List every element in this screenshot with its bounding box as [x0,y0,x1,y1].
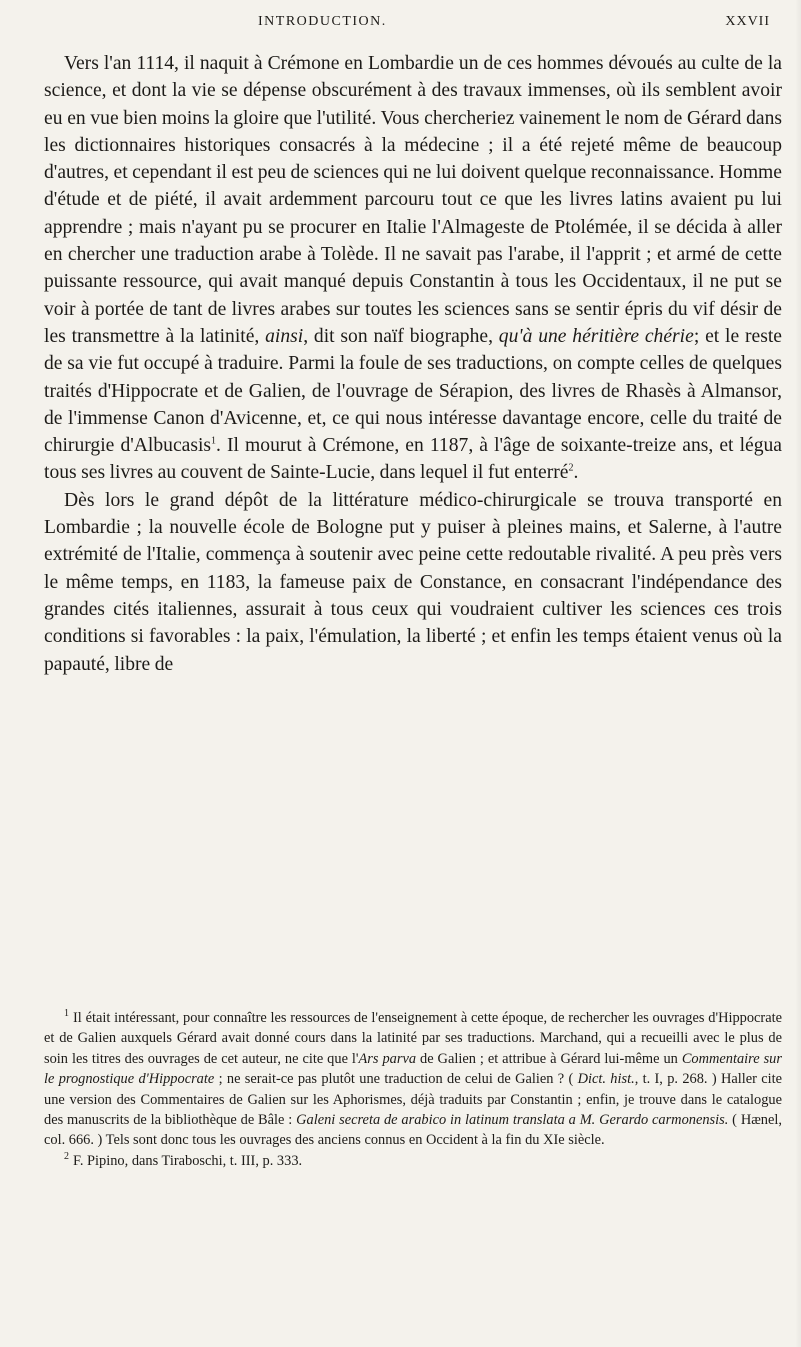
paragraph-2: Dès lors le grand dépôt de la littérature médico-chirurgicale se trouva transporté en Lombardie ; la nouvelle école de Bologne put y puiser à pleines mains, et Salerne, à l'autre extrémité de l'Italie, commença à soutenir avec peine cette redoutable rivalité. A peu près vers le même temps, en 1183, la fameuse paix de Constance, en consacrant l'indépendance des grandes cités italiennes, assurait à tous ceux qui voudraient cultiver les sciences ces trois conditions si favorables : la paix, l'émulation, la liberté ; et enfin les temps étaient venus où la papauté, libre de [44,489,782,675]
footnote-1-mark: 1 [64,1008,69,1020]
footnote-ref-2: 2 [568,462,574,474]
page-number: XXVII [725,14,770,29]
p1-text-1: Vers l'an 1114, il naquit à Crémone en Lombardie un de ces hommes dévoués au culte de la science, et dont la vie se dépense obscurément à des travaux immenses, où ils semblent avoir eu en vue bien moins la gloire que l'utilité. Vous chercheriez vainement le nom de Gérard dans les dictionnaires historiques consacrés à la médecine ; il a été rejeté même de beaucoup d'autres, et cependant il est peu de sciences qui ne lui doivent quelque reconnaissance. Homme d'étude et de piété, il avait ardemment parcouru tout ce que les livres latins avaient pu lui apprendre ; mais n'ayant pu se procurer en Italie l'Almageste de Ptolémée, il se décida à aller en chercher une traduction arabe à Tolède. Il ne savait pas l'arabe, il l'apprit ; et armé de cette puissante ressource, qui avait manqué depuis Constantin à tous les Occidentaux, il ne put se voir à portée de tant de livres arabes sur toutes les sciences sans se sentir épris du vif désir de les transmettre à la latinité, [44,53,782,347]
running-head [150,14,770,34]
main-text [44,50,782,678]
fn1-text-3: ; ne serait-ce pas plutôt une traduction de celui de Galien ? ( [214,1071,578,1088]
footnotes [44,1008,782,1171]
footnote-1 [44,1008,782,1151]
fn1-text-5: ( Hænel, col. 666. ) Tels sont donc tous les ouvrages des anciens connus en Occident à la fin du XIe siècle. [44,1112,782,1149]
fn2-text: F. Pipino, dans Tiraboschi, t. III, p. 333. [73,1152,303,1169]
running-title: INTRODUCTION. [258,14,387,29]
p1-text-3: ; et le reste de sa vie fut occupé à traduire. Parmi la foule de ses traductions, on compte celles de quelques traités d'Hippocrate et de Galien, de l'ouvrage de Sérapion, des livres de Rhasès à Almansor, de l'immense Canon d'Avicenne, et, ce qui nous intéresse davantage encore, celle du traité de chirurgie d'Albucasis [44,325,782,457]
fn1-italic-dict-hist: Dict. hist. [577,1071,635,1088]
p1-italic-ainsi: ainsi [265,325,304,347]
footnote-2 [44,1151,782,1171]
fn1-text-4: , t. I, p. 268. ) Haller cite une version des Commentaires de Galien sur les Aphorismes, déjà traduits par Constantin ; enfin, je trouve dans le catalogue des manuscrits de la bibliothèque de Bâle : [44,1071,782,1129]
fn1-italic-commentaire: Commentaire sur le prognostique d'Hippocrate [44,1050,782,1088]
p1-text-2: , dit son naïf biographe, [303,325,499,347]
fn1-italic-ars-parva: Ars parva [358,1050,417,1067]
p1-text-4: . Il mourut à Crémone, en 1187, à l'âge de soixante-treize ans, et légua tous ses livres au couvent de Sainte-Lucie, dans lequel il fut enterré [44,435,783,484]
paragraph-1 [44,50,782,487]
p1-italic-heritiere: qu'à une héritière chérie [498,325,694,347]
fn1-text-2: de Galien ; et attribue à Gérard lui-même un [416,1050,682,1067]
footnote-ref-1: 1 [211,435,217,447]
fn1-italic-galeni: Galeni secreta de arabico in latinum translata a M. Gerardo carmonensis. [296,1112,729,1129]
p1-text-5: . [573,462,579,484]
footnote-2-mark: 2 [64,1151,69,1163]
page-edge-shadow [795,0,801,1347]
fn1-text-1: Il était intéressant, pour connaître les ressources de l'enseignement à cette époque, de rechercher les ouvrages d'Hippocrate et de Galien auxquels Gérard avait donné cours dans la latinité par ses traductions. Marchand, qui a recueilli avec le plus de soin les titres des ouvrages de cet auteur, ne cite que l' [44,1010,782,1067]
